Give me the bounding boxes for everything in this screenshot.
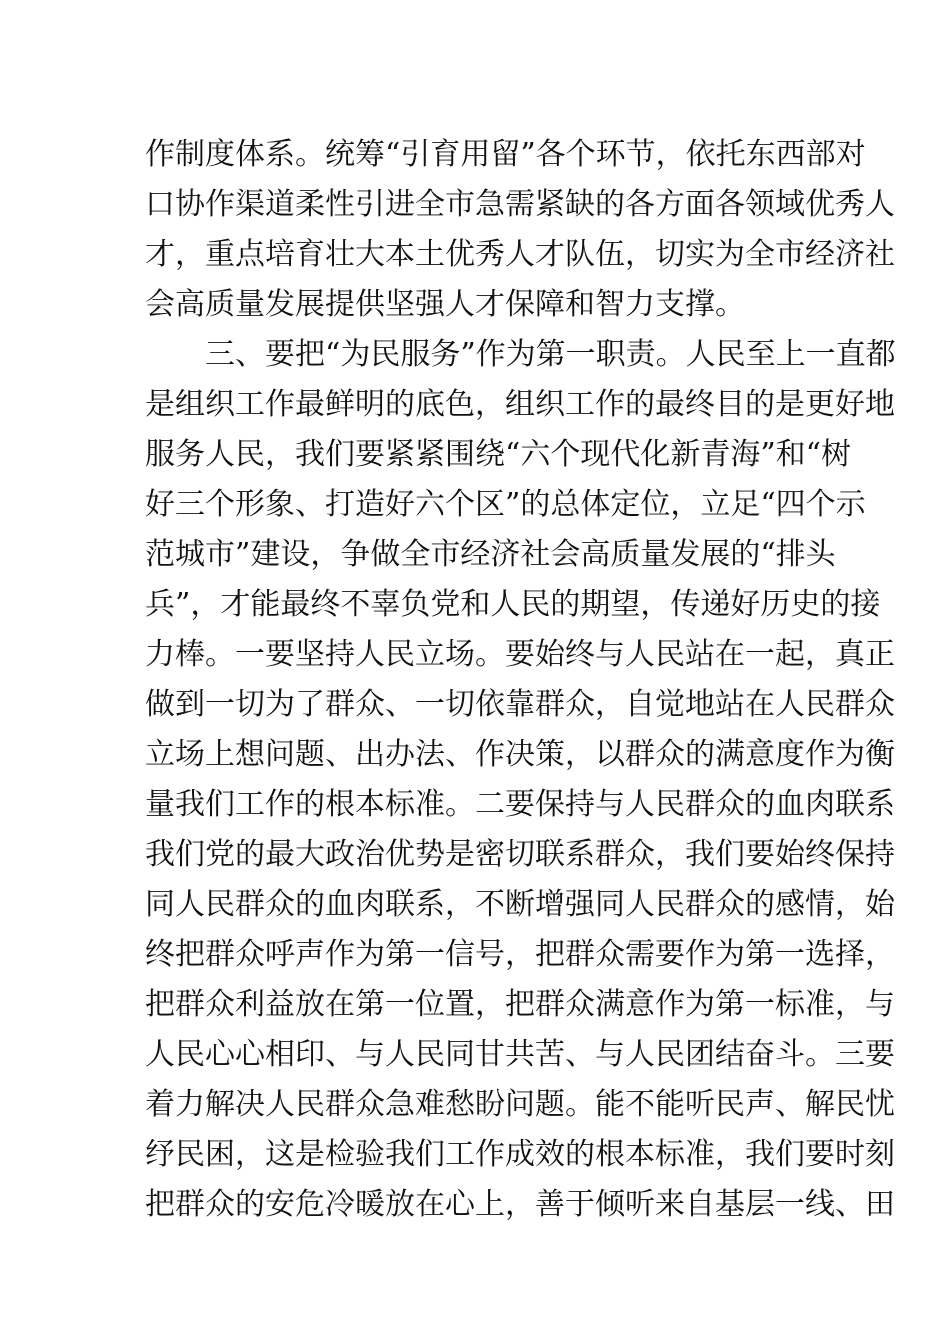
text-line: 会高质量发展提供坚强人才保障和智力支撑。 — [145, 287, 745, 322]
text-line: 做到一切为了群众、一切依靠群众，自觉地站在人民群众 — [145, 687, 895, 722]
text-line: 力棒。一要坚持人民立场。要始终与人民站在一起，真正 — [145, 637, 895, 672]
text-line: 才，重点培育壮大本土优秀人才队伍，切实为全市经济社 — [145, 237, 895, 272]
text-line: 着力解决人民群众急难愁盼问题。能不能听民声、解民忧 — [145, 1087, 895, 1122]
body-text — [145, 130, 896, 1230]
text-line: 作制度体系。统筹“引育用留”各个环节，依托东西部对 — [145, 137, 866, 172]
text-line: 三、要把“为民服务”作为第一职责。人民至上一直都 — [145, 337, 896, 372]
text-line: 我们党的最大政治优势是密切联系群众，我们要始终保持 — [145, 837, 895, 872]
text-line: 把群众的安危冷暖放在心上，善于倾听来自基层一线、田 — [145, 1187, 895, 1222]
text-line: 人民心心相印、与人民同甘共苦、与人民团结奋斗。三要 — [145, 1037, 895, 1072]
text-line: 口协作渠道柔性引进全市急需紧缺的各方面各领域优秀人 — [145, 187, 895, 222]
text-line: 好三个形象、打造好六个区”的总体定位，立足“四个示 — [145, 487, 866, 522]
text-line: 范城市”建设，争做全市经济社会高质量发展的“排头 — [145, 537, 836, 572]
text-line: 是组织工作最鲜明的底色，组织工作的最终目的是更好地 — [145, 387, 895, 422]
text-line: 服务人民，我们要紧紧围绕“六个现代化新青海”和“树 — [145, 437, 852, 472]
text-line: 纾民困，这是检验我们工作成效的根本标准，我们要时刻 — [145, 1137, 895, 1172]
text-line: 终把群众呼声作为第一信号，把群众需要作为第一选择， — [145, 937, 895, 972]
text-line: 立场上想问题、出办法、作决策，以群众的满意度作为衡 — [145, 737, 895, 772]
text-line: 同人民群众的血肉联系，不断增强同人民群众的感情，始 — [145, 887, 895, 922]
text-line: 把群众利益放在第一位置，把群众满意作为第一标准，与 — [145, 987, 895, 1022]
text-line: 量我们工作的根本标准。二要保持与人民群众的血肉联系 — [145, 787, 895, 822]
text-line: 兵”，才能最终不辜负党和人民的期望，传递好历史的接 — [145, 587, 881, 622]
